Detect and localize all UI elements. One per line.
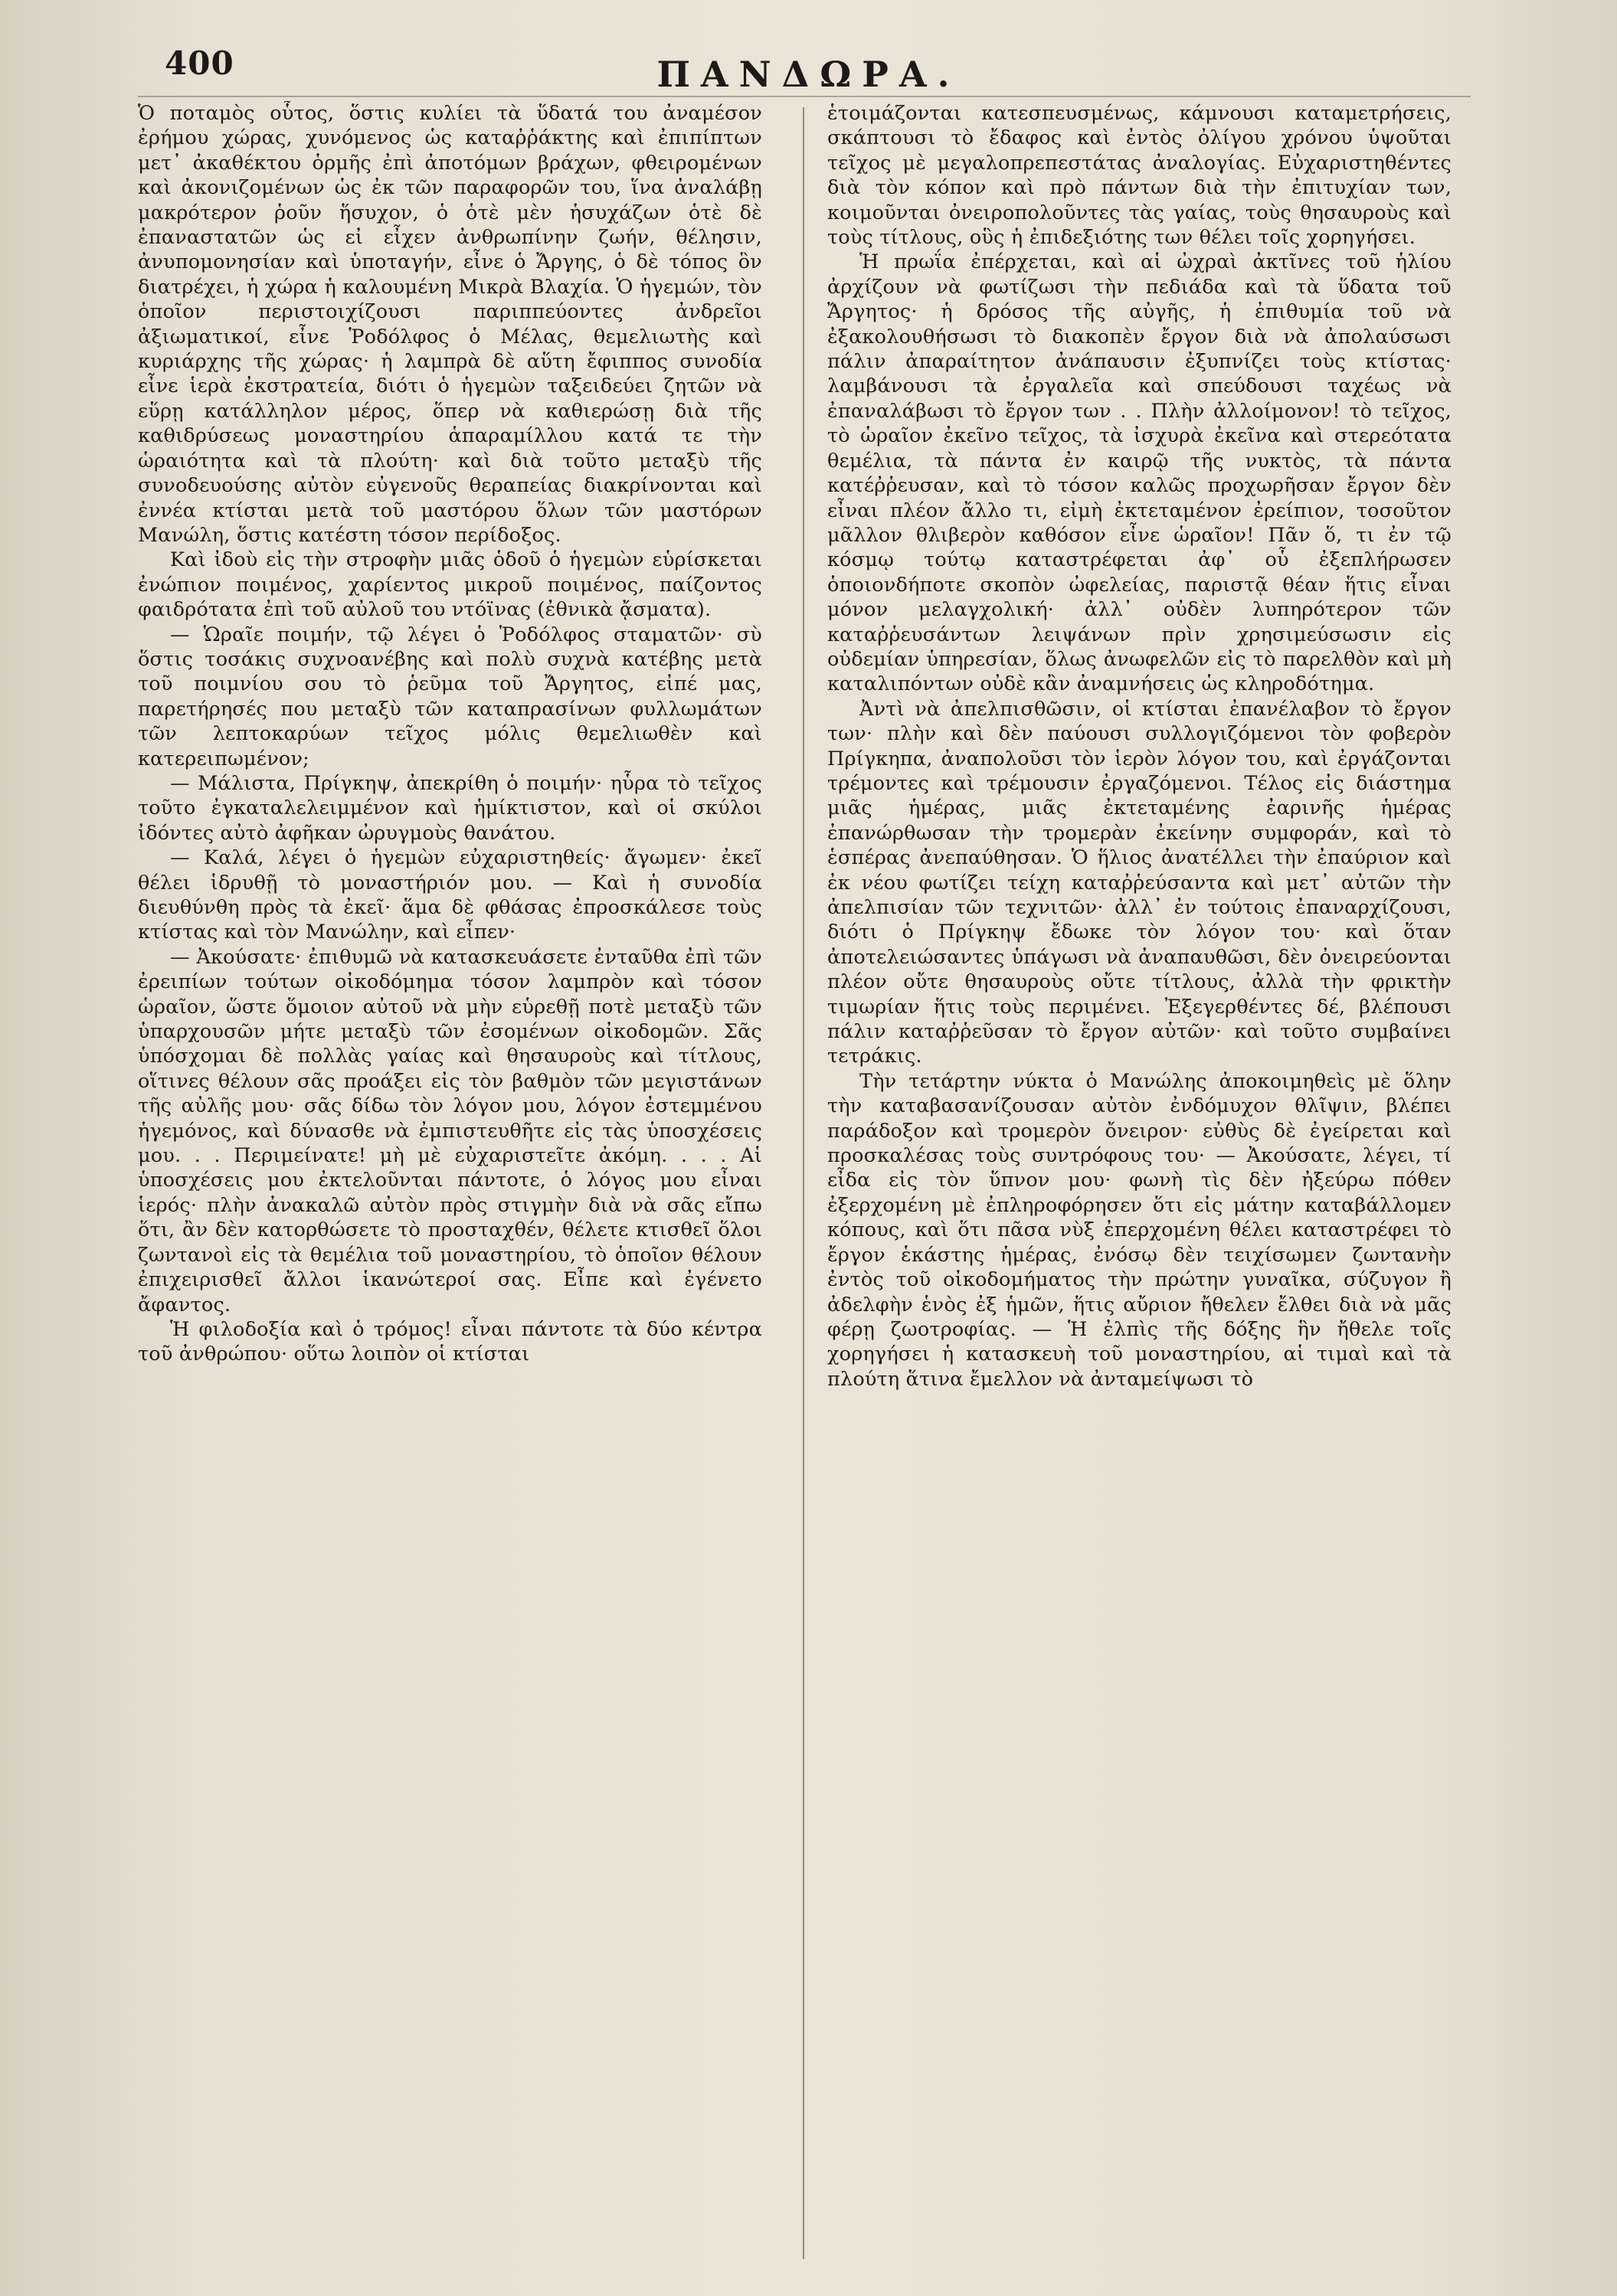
left-column [138,101,762,2261]
page-number: 400 [165,44,234,82]
paragraph: Καὶ ἰδοὺ εἰς τὴν στροφὴν μιᾶς ὁδοῦ ὁ ἡγεμὼν εὑρίσκεται ἐνώπιον ποιμένος, χαρίεντος μικροῦ ποιμένος, παίζοντος φαιδρότατα ἐπὶ τοῦ αὐλοῦ του ντόϊνας (ἐθνικὰ ᾄσματα). [138,548,762,622]
right-column [827,101,1452,2261]
column-divider [803,107,804,2259]
paragraph: Ἡ φιλοδοξία καὶ ὁ τρόμος! εἶναι πάντοτε τὰ δύο κέντρα τοῦ ἀνθρώπου· οὕτω λοιπὸν οἱ κτίσται [138,1317,762,1366]
paragraph: Ὁ ποταμὸς οὗτος, ὅστις κυλίει τὰ ὕδατά του ἀναμέσον ἐρήμου χώρας, χυνόμενος ὡς καταῤῥάκτης καὶ ἐπιπίπτων μετ᾽ ἀκαθέκτου ὁρμῆς ἐπὶ ἀποτόμων βράχων, φθειρομένων καὶ ἀκονιζομένων ὡς ἐκ τῶν παραφορῶν του, ἵνα ἀναλάβῃ μακρότερον ῥοῦν ἥσυχον, ὁ ὁτὲ μὲν ἡσυχάζων ὁτὲ δὲ ἐπαναστατῶν ὡς εἰ εἶχεν ἀνθρωπίνην ζωήν, θέλησιν, ἀνυπομονησίαν καὶ ὑποταγήν, εἶνε ὁ Ἄργης, ὁ δὲ τόπος ὃν διατρέχει, ἡ χώρα ἡ καλουμένη Μικρὰ Βλαχία. Ὁ ἡγεμών, τὸν ὁποῖον περιστοιχίζουσι παριππεύοντες ἀνδρεῖοι ἀξιωματικοί, εἶνε Ῥοδόλφος ὁ Μέλας, θεμελιωτὴς καὶ κυριάρχης τῆς χώρας· ἡ λαμπρὰ δὲ αὕτη ἔφιππος συνοδία εἶνε ἱερὰ ἐκστρατεία, διότι ὁ ἡγεμὼν ταξειδεύει ζητῶν νὰ εὕρῃ κατάλληλον μέρος, ὅπερ νὰ καθιερώσῃ διὰ τῆς καθιδρύσεως μοναστηρίου ἁπαραμίλλου κατά τε τὴν ὡραιότητα καὶ τὰ πλούτη· καὶ διὰ τοῦτο μεταξὺ τῆς συνοδευούσης αὐτὸν εὐγενοῦς θεραπείας διακρίνονται καὶ ἐννέα κτίσται μετὰ τοῦ μαστόρου ὅλων τῶν μαστόρων Μανώλη, ὅστις κατέστη τόσον περίδοξος. [138,102,762,547]
paragraph: — Ὡραῖε ποιμήν, τῷ λέγει ὁ Ῥοδόλφος σταματῶν· σὺ ὅστις τοσάκις συχνοανέβης καὶ πολὺ συχνὰ κατέβης μετὰ τοῦ ποιμνίου σου τὸ ῥεῦμα τοῦ Ἄργητος, εἰπέ μας, παρετήρησές που μεταξὺ τῶν καταπρασίνων φυλλωμάτων τῶν λεπτοκαρύων τεῖχος μόλις θεμελιωθὲν καὶ κατερειπωμένον; [138,623,762,770]
paragraph: ἑτοιμάζονται κατεσπευσμένως, κάμνουσι καταμετρήσεις, σκάπτουσι τὸ ἔδαφος καὶ ἐντὸς ὀλίγου χρόνου ὑψοῦται τεῖχος μὲ μεγαλοπρεπεστάτας ἀναλογίας. Εὐχαριστηθέντες διὰ τὸν κόπον καὶ πρὸ πάντων διὰ τὴν ἐπιτυχίαν των, κοιμοῦνται ὀνειροπολοῦντες τὰς γαίας, τοὺς θησαυροὺς καὶ τοὺς τίτλους, οὓς ἡ ἐπιδεξιότης των θέλει τοῖς χορηγήσει. [827,102,1452,250]
paragraph: — Καλά, λέγει ὁ ἡγεμὼν εὐχαριστηθείς· ἄγωμεν· ἐκεῖ θέλει ἱδρυθῇ τὸ μοναστήριόν μου. — Καὶ ἡ συνοδία διευθύνθη πρὸς τὰ ἐκεῖ· ἅμα δὲ φθάσας ἐπροσκάλεσε τοὺς κτίστας καὶ τὸν Μανώλην, καὶ εἶπεν· [138,846,762,944]
paragraph: Ἡ πρωΐα ἐπέρχεται, καὶ αἱ ὠχραὶ ἀκτῖνες τοῦ ἡλίου ἀρχίζουν νὰ φωτίζωσι τὴν πεδιάδα καὶ τὰ ὕδατα τοῦ Ἄργητος· ἡ δρόσος τῆς αὐγῆς, ἡ ἐπιθυμία τοῦ νὰ ἐξακολουθήσωσι τὸ διακοπὲν ἔργον διὰ νὰ ἀπολαύσωσι πάλιν ἀπαραίτητον ἀνάπαυσιν ἐξυπνίζει τοὺς κτίστας· λαμβάνουσι τὰ ἐργαλεῖα καὶ σπεύδουσι ταχέως νὰ ἐπαναλάβωσι τὸ ἔργον των . . Πλὴν ἀλλοίμονον! τὸ τεῖχος, τὸ ὡραῖον ἐκεῖνο τεῖχος, τὰ ἰσχυρὰ ἐκεῖνα καὶ στερεότατα θεμέλια, τὰ πάντα ἐν καιρῷ τῆς νυκτὸς, τὰ πάντα κατέῤῥευσαν, καὶ τὸ τόσον καλῶς προχωρῆσαν ἔργον δὲν εἶναι πλέον ἄλλο τι, εἰμὴ ἐκτεταμένον ἐρείπιον, τοσοῦτον μᾶλλον θλιβερὸν καθόσον εἶνε ὡραῖον! Πᾶν ὅ, τι ἐν τῷ κόσμῳ τούτῳ καταστρέφεται ἀφ᾽ οὗ ἐξεπλήρωσεν ὁποιονδήποτε σκοπὸν ὠφελείας, παριστᾷ θέαν ἥτις εἶναι μόνον μελαγχολική· ἀλλ᾽ οὐδὲν λυπηρότερον τῶν καταῤῥευσάντων λειψάνων πρὶν χρησιμεύσωσιν εἰς οὐδεμίαν ὑπηρεσίαν, ὅλως ἀνωφελῶν εἰς τὸ παρελθὸν καὶ μὴ καταλιπόντων οὐδὲ κἂν ἀναμνήσεις ὡς κληροδότημα. [827,250,1452,696]
paragraph: Ἀντὶ νὰ ἀπελπισθῶσιν, οἱ κτίσται ἐπανέλαβον τὸ ἔργον των· πλὴν καὶ δὲν παύουσι συλλογιζόμενοι τὸν φοβερὸν Πρίγκηπα, ἀναπολοῦσι τὸν ἱερὸν λόγον του, καὶ ἐργάζονται τρέμοντες καὶ τρέμουσιν ἐργαζόμενοι. Τέλος εἰς διάστημα μιᾶς ἡμέρας, μιᾶς ἐκτεταμένης ἐαρινῆς ἡμέρας ἐπανώρθωσαν τὴν τρομερὰν ἐκείνην συμφοράν, καὶ τὸ ἑσπέρας ἀνεπαύθησαν. Ὁ ἥλιος ἀνατέλλει τὴν ἐπαύριον καὶ ἐκ νέου φωτίζει τείχη καταῤῥεύσαντα καὶ μετ᾽ αὐτῶν τὴν ἀπελπισίαν τῶν τεχνιτῶν· ἀλλ᾽ ἐν τούτοις ἐπαναρχίζουσι, διότι ὁ Πρίγκηψ ἔδωκε τὸν λόγον του· καὶ ὅταν ἀποτελειώσαντες ὑπάγωσι νὰ ἀναπαυθῶσι, δὲν ὀνειρεύονται πλέον οὔτε θησαυροὺς οὔτε τίτλους, ἀλλὰ τὴν φρικτὴν τιμωρίαν ἥτις τοὺς περιμένει. Ἐξεγερθέντες δέ, βλέπουσι πάλιν καταῤῥεῦσαν τὸ ἔργον αὐτῶν· καὶ τοῦτο συμβαίνει τετράκις. [827,697,1452,1068]
running-title: ΠΑΝΔΩΡΑ. [656,54,961,95]
header-rule [138,96,1471,97]
paragraph: — Μάλιστα, Πρίγκηψ, ἀπεκρίθη ὁ ποιμήν· ηὗρα τὸ τεῖχος τοῦτο ἐγκαταλελειμμένον καὶ ἡμίκτιστον, καὶ οἱ σκύλοι ἰδόντες αὐτὸ ἀφῆκαν ὠρυγμοὺς θανάτου. [138,771,762,845]
paragraph: Τὴν τετάρτην νύκτα ὁ Μανώλης ἀποκοιμηθεὶς μὲ ὅλην τὴν καταβασανίζουσαν αὐτὸν ἐνδόμυχον θλῖψιν, βλέπει παράδοξον καὶ τρομερὸν ὄνειρον· εὐθὺς δὲ ἐγείρεται καὶ προσκαλέσας τοὺς συντρόφους του· — Ἀκούσατε, λέγει, τί εἶδα εἰς τὸν ὕπνον μου· φωνὴ τὶς δὲν ἠξεύρω πόθεν ἐξερχομένη μὲ ἐπληροφόρησεν ὅτι εἰς μάτην καταβάλλομεν κόπους, καὶ ὅτι πᾶσα νὺξ ἐπερχομένη θέλει καταστρέφει τὸ ἔργον ἑκάστης ἡμέρας, ἐνόσῳ δὲν τειχίσωμεν ζωντανὴν ἐντὸς τοῦ οἰκοδομήματος τὴν πρώτην γυναῖκα, σύζυγον ἢ ἀδελφὴν ἑνὸς ἐξ ἡμῶν, ἥτις αὔριον ἤθελεν ἔλθει διὰ νὰ μᾶς φέρῃ ζωοτροφίας. — Ἡ ἐλπὶς τῆς δόξης ἣν ἤθελε τοῖς χορηγήσει ἡ κατασκευὴ τοῦ μοναστηρίου, αἱ τιμαὶ καὶ τὰ πλούτη ἅτινα ἔμελλον νὰ ἀνταμείψωσι τὸ [827,1069,1452,1391]
paragraph: — Ἀκούσατε· ἐπιθυμῶ νὰ κατασκευάσετε ἐνταῦθα ἐπὶ τῶν ἐρειπίων τούτων οἰκοδόμημα τόσον λαμπρὸν καὶ τόσον ὡραῖον, ὥστε ὅμοιον αὐτοῦ νὰ μὴν εὑρεθῇ ποτὲ μεταξὺ τῶν ὑπαρχουσῶν μήτε μεταξὺ τῶν ἐσομένων οἰκοδομῶν. Σᾶς ὑπόσχομαι δὲ πολλὰς γαίας καὶ θησαυροὺς καὶ τίτλους, οἵτινες θέλουν σᾶς προάξει εἰς τὸν βαθμὸν τῶν μεγιστάνων τῆς αὐλῆς μου· σᾶς δίδω τὸν λόγον μου, λόγον ἐστεμμένου ἡγεμόνος, καὶ δύνασθε νὰ ἐμπιστευθῆτε εἰς τὰς ὑποσχέσεις μου. . . Περιμείνατε! μὴ μὲ εὐχαριστεῖτε ἀκόμη. . . . Αἱ ὑποσχέσεις μου ἐκτελοῦνται πάντοτε, ὁ λόγος μου εἶναι ἱερός· πλὴν ἀνακαλῶ αὐτὸν πρὸς στιγμὴν διὰ νὰ σᾶς εἴπω ὅτι, ἂν δὲν κατορθώσετε τὸ προσταχθέν, θέλετε κτισθεῖ ὅλοι ζωντανοὶ εἰς τὰ θεμέλια τοῦ μοναστηρίου, τὸ ὁποῖον θέλουν ἐπιχειρισθεῖ ἄλλοι ἱκανώτεροί σας. Εἶπε καὶ ἐγένετο ἄφαντος. [138,945,762,1316]
